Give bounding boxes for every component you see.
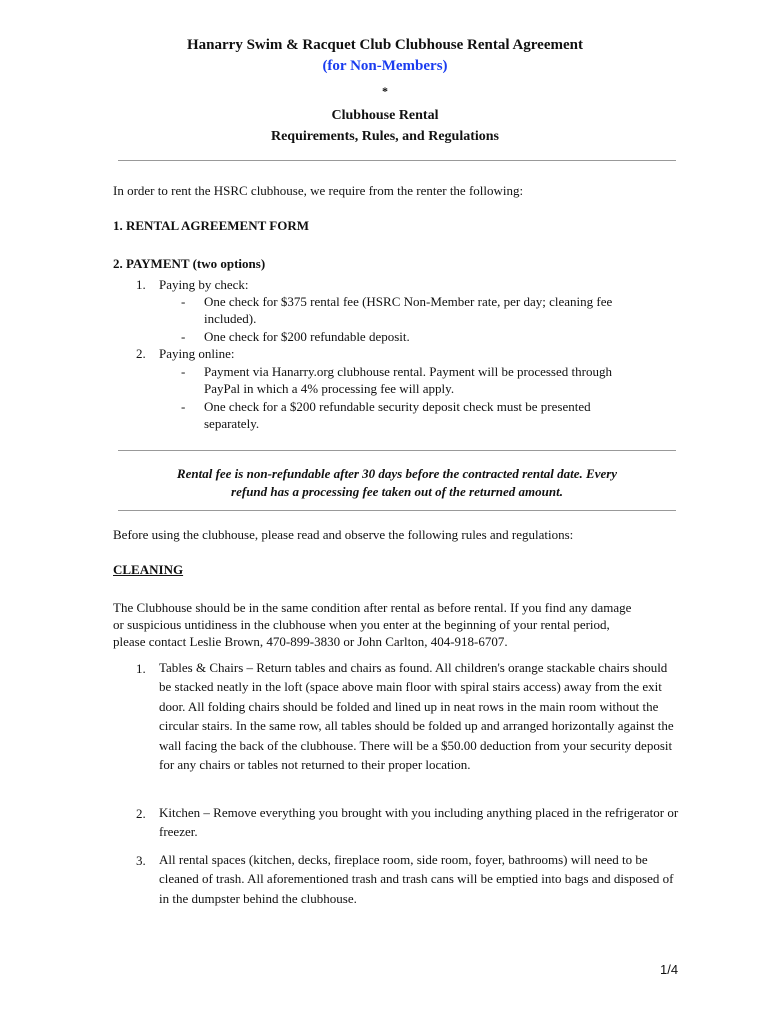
payment-bullet-line: separately.	[204, 416, 260, 431]
cleaning-heading: CLEANING	[113, 562, 184, 577]
rules-intro-text: Before using the clubhouse, please read and observe the following rules and regulations:	[113, 527, 574, 542]
payment-bullet-line: PayPal in which a 4% processing fee will apply.	[204, 381, 455, 396]
divider-notice-bottom	[118, 510, 676, 511]
payment-bullet-line: Payment via Hanarry.org clubhouse rental. Payment will be processed through	[204, 364, 612, 379]
cleaning-item-tables-chairs: Tables & Chairs – Return tables and chairs as found. All children's orange stackable chairs should be stacked neatly in the loft (space above main floor with spiral stairs access) away from the exit door. All folding chairs should be folded and lined up in neat rows in the main room without the circular stairs. In the same row, all tables should be folded up and arranged horizontally against the wall facing the back of the clubhouse. There will be a $50.00 deduction from your security deposit for any chairs or tables not returned to their proper location.	[159, 660, 674, 773]
document-subtitle: (for Non-Members)	[322, 58, 448, 74]
bullet-dash: -	[181, 294, 186, 309]
cleaning-item-number: 3.	[136, 853, 146, 868]
payment-option-label: Paying online:	[159, 346, 235, 361]
rental-agreement-form-heading: 1. RENTAL AGREEMENT FORM	[113, 218, 309, 233]
section-heading-rental: Clubhouse Rental	[331, 108, 439, 123]
bullet-dash: -	[181, 399, 186, 414]
bullet-dash: -	[181, 364, 186, 379]
refund-notice-line2: refund has a processing fee taken out of the returned amount.	[231, 484, 563, 499]
cleaning-paragraph-line: please contact Leslie Brown, 470-899-3830 or John Carlton, 404-918-6707.	[113, 634, 508, 649]
cleaning-paragraph-line: The Clubhouse should be in the same condition after rental as before rental. If you find any damage	[113, 600, 632, 615]
bullet-dash: -	[181, 329, 186, 344]
payment-bullet-line: included).	[204, 311, 257, 326]
cleaning-item-number: 2.	[136, 806, 146, 821]
payment-option-number: 2.	[136, 346, 146, 361]
payment-option-number: 1.	[136, 277, 146, 292]
payment-bullet-line: One check for a $200 refundable security deposit check must be presented	[204, 399, 591, 414]
refund-notice-line1: Rental fee is non-refundable after 30 days before the contracted rental date. Every	[176, 466, 618, 481]
asterisk-separator: *	[382, 84, 388, 98]
page-number: 1/4	[660, 962, 679, 977]
payment-option-label: Paying by check:	[159, 277, 249, 292]
section-heading-rules: Requirements, Rules, and Regulations	[270, 129, 500, 144]
divider-notice-top	[118, 450, 676, 451]
document-title: Hanarry Swim & Racquet Club Clubhouse Rental Agreement	[187, 37, 583, 53]
payment-bullet-line: One check for $200 refundable deposit.	[204, 329, 410, 344]
payment-bullet-line: One check for $375 rental fee (HSRC Non-Member rate, per day; cleaning fee	[204, 294, 613, 309]
cleaning-paragraph-line: or suspicious untidiness in the clubhouse when you enter at the beginning of your rental period,	[113, 617, 610, 632]
payment-heading: 2. PAYMENT (two options)	[113, 256, 266, 271]
intro-text: In order to rent the HSRC clubhouse, we require from the renter the following:	[113, 183, 524, 198]
divider-top	[118, 160, 676, 161]
cleaning-item-kitchen: Kitchen – Remove everything you brought with you including anything placed in the refrigerator or freezer.	[159, 805, 679, 840]
cleaning-item-trash: All rental spaces (kitchen, decks, fireplace room, side room, foyer, bathrooms) will need to be cleaned of trash. All aforementioned trash and trash cans will be emptied into bags and disposed of in the dumpster behind the clubhouse.	[159, 852, 674, 906]
cleaning-item-number: 1.	[136, 661, 146, 676]
